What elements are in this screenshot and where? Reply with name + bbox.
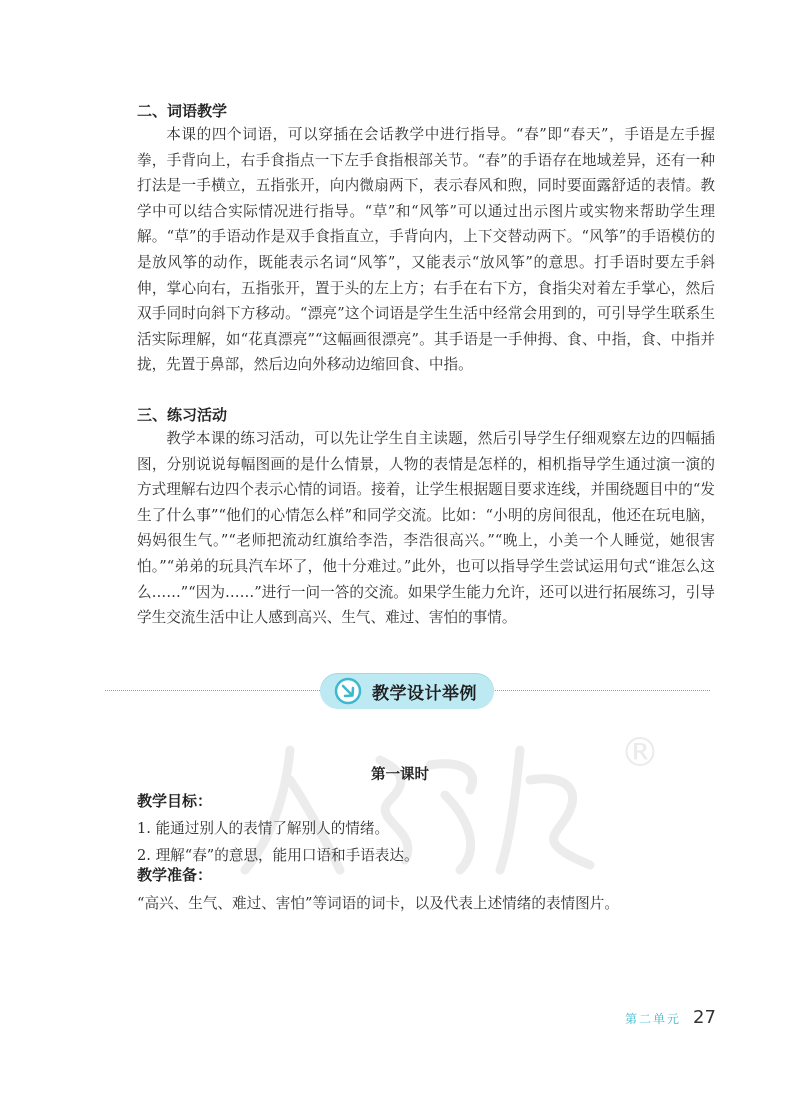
page-footer [625,1007,716,1028]
section-heading: 三、练习活动 [137,406,228,424]
section-practice-activity [137,404,715,631]
teaching-preparation [137,864,715,916]
prep-text: “高兴、生气、难过、害怕”等词语的词卡，以及代表上述情绪的表情图片。 [137,895,619,912]
goal-item: 2. 理解“春”的意思，能用口语和手语表达。 [137,847,419,864]
section-body: 教学本课的练习活动，可以先让学生自主读题，然后引导学生仔细观察左边的四幅插图，分别说说每幅图画的是什么情景，人物的表情是怎样的，相机指导学生通过演一演的方式理解右边四个表示心情的词语。接着，让学生根据题目要求连线，并围绕题目中的“发生了什么事”“他们的心情怎么样”和同学交流。比如：“小明的房间很乱，他还在玩电脑，妈妈很生气。”“老师把流动红旗给李浩，李浩很高兴。”“晚上，小美一个人睡觉，她很害怕。”“弟弟的玩具汽车坏了，他十分难过。”此外，也可以指导学生尝试运用句式“谁怎么这么……”“因为……”进行一问一答的交流。如果学生能力允许，还可以进行拓展练习，引导学生交流生活中让人感到高兴、生气、难过、害怕的事情。 [137,430,715,627]
teaching-goals [137,790,715,869]
section-body: 本课的四个词语，可以穿插在会话教学中进行指导。“春”即“春天”，手语是左手握拳，手背向上，右手食指点一下左手食指根部关节。“春”的手语存在地域差异，还有一种打法是一手横立，五指张开，向内微扇两下，表示春风和煦，同时要面露舒适的表情。教学中可以结合实际情况进行指导。“草”和“风筝”可以通过出示图片或实物来帮助学生理解。“草”的手语动作是双手食指直立，手背向内，上下交替动两下。“风筝”的手语模仿的是放风筝的动作，既能表示名词“风筝”，又能表示“放风筝”的意思。打手语时要左手斜伸，掌心向右，五指张开，置于头的左上方；右手在右下方，食指尖对着左手掌心，然后双手同时向斜下方移动。“漂亮”这个词语是学生生活中经常会用到的，可引导学生联系生活实际理解，如“花真漂亮”“这幅画很漂亮”。其手语是一手伸拇、食、中指，食、中指并拢，先置于鼻部，然后边向外移动边缩回食、中指。 [137,126,715,374]
lesson-title: 第一课时 [371,767,429,783]
teaching-design-banner [320,673,494,709]
banner-title: 教学设计举例 [372,683,477,704]
unit-label: 第二单元 [625,1012,682,1026]
page-number: 27 [693,1007,716,1028]
section-word-teaching [137,100,715,378]
goal-item: 1. 能通过别人的表情了解别人的情绪。 [137,820,390,837]
goals-heading: 教学目标： [137,792,213,810]
prep-heading: 教学准备： [137,866,213,884]
registered-mark: ® [620,730,660,776]
section-heading: 二、词语教学 [137,102,228,120]
arrow-circle-icon [334,677,362,705]
